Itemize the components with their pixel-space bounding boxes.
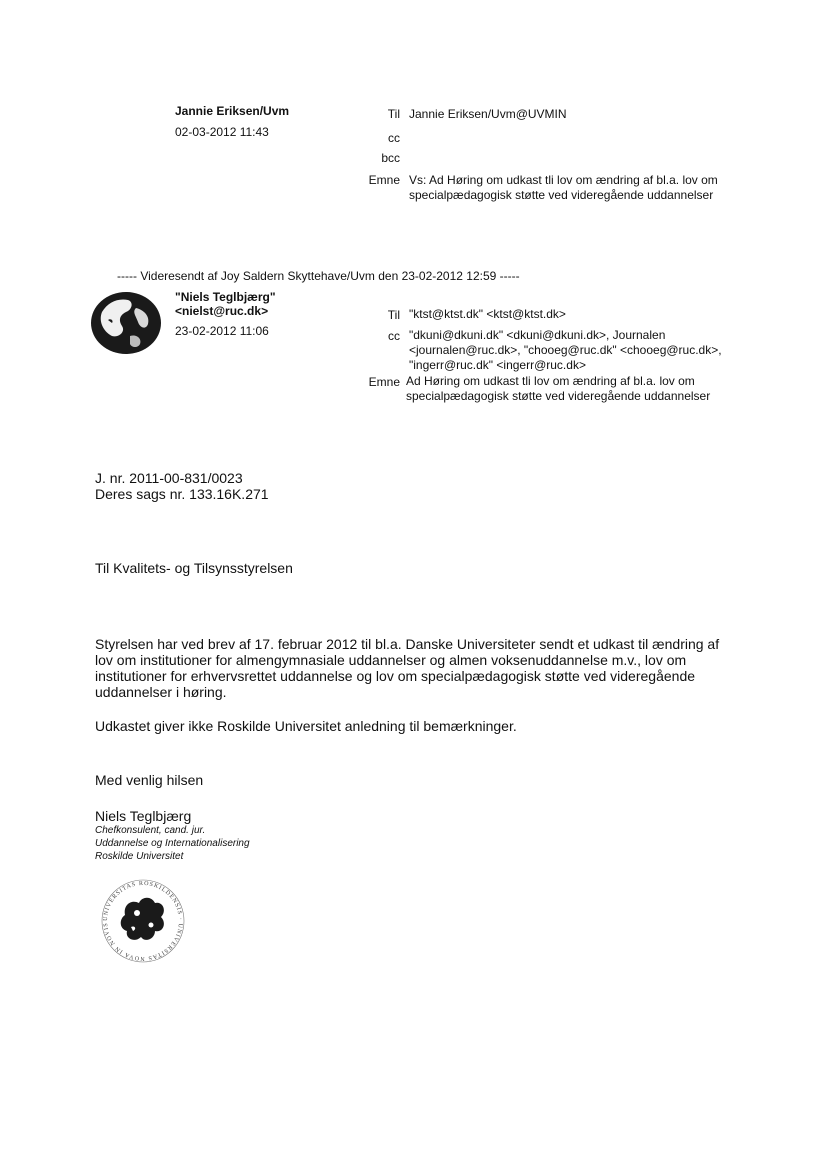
sender-email: <nielst@ruc.dk> [175,304,269,318]
sent-date: 02-03-2012 11:43 [175,125,269,139]
paragraph-line: lov om institutioner for almengymnasiale uddannelser og almen voksenuddannelse m.v., lov om [95,652,687,668]
addressee: Til Kvalitets- og Tilsynsstyrelsen [95,560,293,576]
cc-label: cc [388,131,400,145]
sender-name: Jannie Eriksen/Uvm [175,104,290,118]
university-seal [97,875,189,967]
signature-department: Uddannelse og Internationalisering [95,838,250,849]
paragraph: Udkastet giver ikke Roskilde Universitet anledning til bemærkninger. [95,718,517,734]
cc-line-3: "ingerr@ruc.dk" <ingerr@ruc.dk> [409,358,586,372]
seal-icon [97,875,189,967]
sender-name: "Niels Teglbjærg" [175,290,276,304]
cc-label: cc [388,329,400,343]
avatar [88,290,164,356]
signature-organization: Roskilde Universitet [95,851,184,862]
case-number: Deres sags nr. 133.16K.271 [95,486,269,502]
seal-ring-text: UNIVERSITAS ROSKILDENSIS · UNIVERSITAS NOVA IN NOVIS [102,880,184,962]
subject-label: Emne [368,173,400,187]
subject-line-1: Vs: Ad Høring om udkast tli lov om ændring af bl.a. lov om [409,173,718,187]
subject-line-1: Ad Høring om udkast tli lov om ændring af bl.a. lov om [406,374,695,388]
closing: Med venlig hilsen [95,772,204,788]
subject-label: Emne [368,375,400,389]
to-label: Til [387,107,400,121]
paragraph-line: institutioner for erhvervsrettet uddannelse og lov om specialpædagogisk støtte ved videregående [95,668,696,684]
to-label: Til [387,308,400,322]
signature-title: Chefkonsulent, cand. jur. [95,825,206,836]
signature-name: Niels Teglbjærg [95,808,192,824]
subject-line-2: specialpædagogisk støtte ved videregående uddannelser [409,188,714,202]
to-value: Jannie Eriksen/Uvm@UVMIN [409,107,567,121]
sent-date: 23-02-2012 11:06 [175,324,269,338]
bcc-label: bcc [381,151,400,165]
to-value: "ktst@ktst.dk" <ktst@ktst.dk> [409,307,566,321]
reference-number: J. nr. 2011-00-831/0023 [95,470,243,486]
subject-line-2: specialpædagogisk støtte ved videregående uddannelser [406,389,711,403]
globe-icon [88,290,164,356]
forward-separator: ----- Videresendt af Joy Saldern Skyttehave/Uvm den 23-02-2012 12:59 ----- [117,269,520,283]
cc-line-1: "dkuni@dkuni.dk" <dkuni@dkuni.dk>, Journalen [409,328,666,342]
paragraph-line: Styrelsen har ved brev af 17. februar 2012 til bl.a. Danske Universiteter sendt et udkast til ændring af [95,636,720,652]
cc-line-2: <journalen@ruc.dk>, "chooeg@ruc.dk" <chooeg@ruc.dk>, [409,343,722,357]
paragraph-line: uddannelser i høring. [95,684,227,700]
